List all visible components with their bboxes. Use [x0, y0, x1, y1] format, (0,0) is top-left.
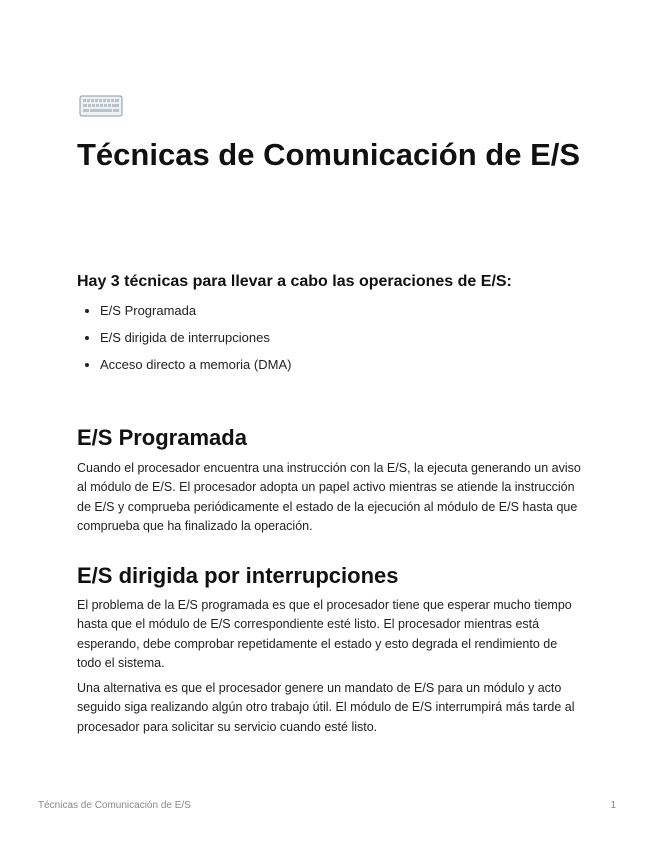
section-title-interrupciones: E/S dirigida por interrupciones	[77, 563, 399, 588]
intro-heading: Hay 3 técnicas para llevar a cabo las operaciones de E/S:	[77, 273, 512, 290]
page-number: 1	[610, 800, 616, 811]
techniques-list	[77, 297, 291, 378]
footer-title: Técnicas de Comunicación de E/S	[38, 800, 191, 811]
keyboard-icon	[79, 95, 123, 117]
section-title-programada: E/S Programada	[77, 425, 247, 450]
list-item: • Acceso directo a memoria (DMA)	[100, 351, 291, 378]
paragraph: Una alternativa es que el procesador genere un mandato de E/S para un módulo y acto seguido siga realizando algún otro trabajo útil. El módulo de E/S interrumpirá más tarde al procesador para solicitar su servicio cuando esté listo.	[77, 681, 575, 734]
paragraph: Cuando el procesador encuentra una instrucción con la E/S, la ejecuta generando un aviso al módulo de E/S. El procesador adopta un papel activo mientras se atiende la instrucción de E/S y comprueba periódicamente el estado de la ejecución al módulo de E/S hasta que comprueba que ha finalizado la operación.	[77, 461, 581, 533]
paragraph: El problema de la E/S programada es que el procesador tiene que esperar mucho tiempo hasta que el módulo de E/S correspondiente esté listo. El procesador mientras está esperando, debe comprobar repetidamente el estado y esto degrada el rendimiento de todo el sistema.	[77, 598, 572, 670]
list-item: • E/S Programada	[100, 297, 291, 324]
page-title: Técnicas de Comunicación de E/S	[77, 137, 581, 172]
list-item: • E/S dirigida de interrupciones	[100, 324, 291, 351]
